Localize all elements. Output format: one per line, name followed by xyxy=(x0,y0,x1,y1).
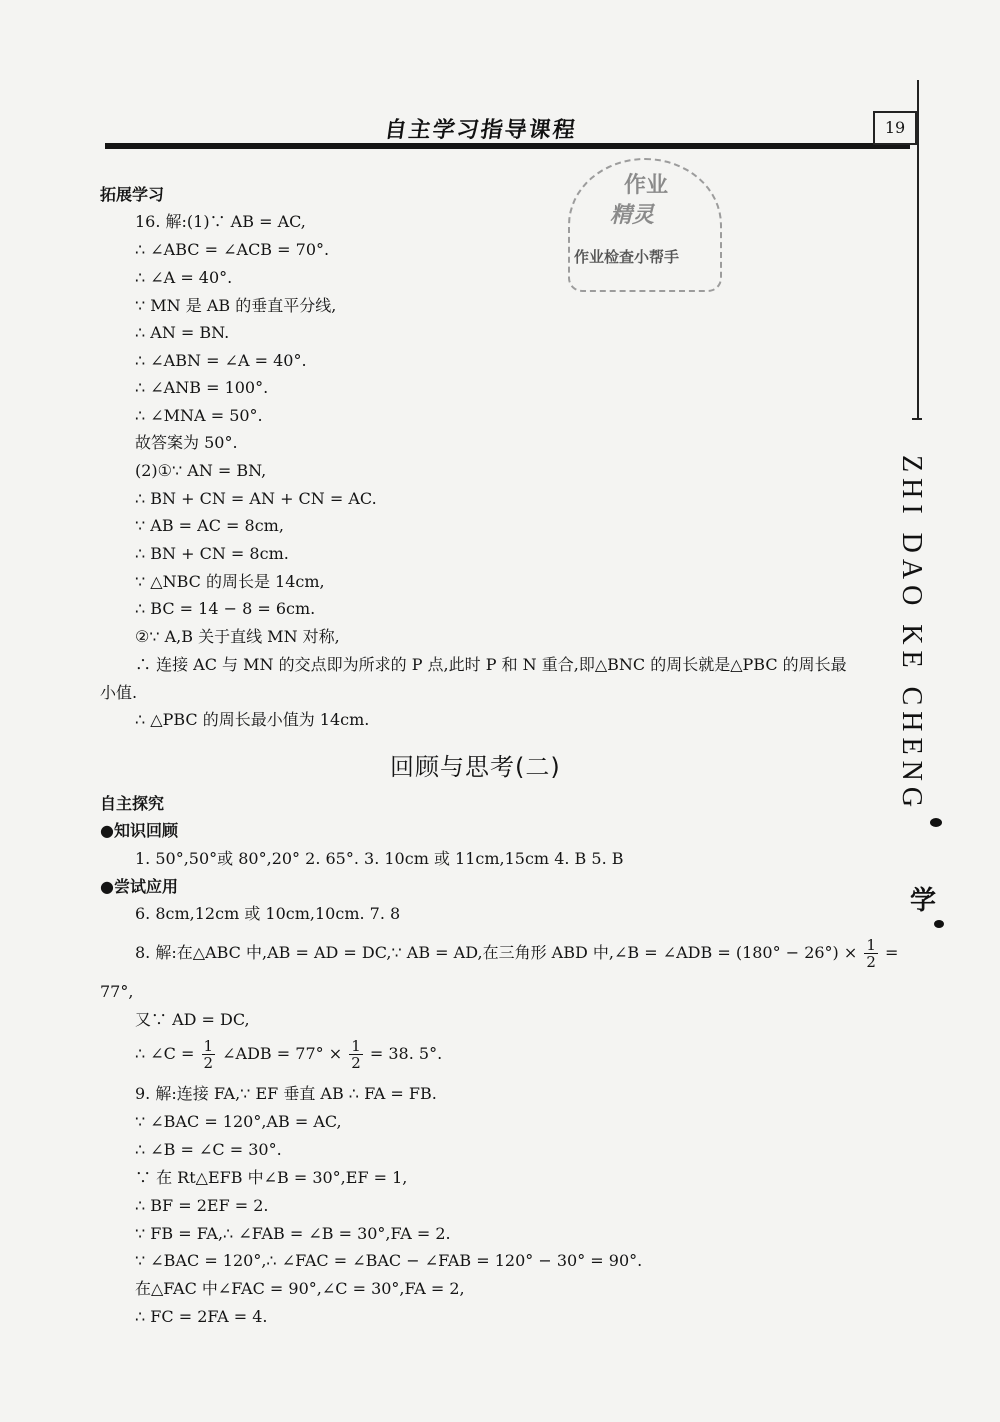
solution-line: ∵ △NBC 的周长是 14cm, xyxy=(135,572,325,591)
stamp-line-3: 作业检查小帮手 xyxy=(574,248,680,266)
fraction xyxy=(202,1038,216,1071)
solution-line: ∵ AB = AC = 8cm, xyxy=(135,516,284,535)
q8-line: 77°, xyxy=(100,982,134,1001)
solution-line: 故答案为 50°. xyxy=(135,433,238,452)
solution-line: ∴ △PBC 的周长最小值为 14cm. xyxy=(135,710,370,729)
answer-line: 6. 8cm,12cm 或 10cm,10cm. 7. 8 xyxy=(135,904,401,923)
fraction-denominator: 2 xyxy=(203,1054,214,1072)
solution-line: ∴ ∠ABC = ∠ACB = 70°. xyxy=(135,240,330,259)
fraction-numerator: 1 xyxy=(866,936,876,954)
side-vertical-text: ZHI DAO KE CHENG xyxy=(896,455,927,814)
subsection-title: ●知识回顾 xyxy=(100,821,178,840)
q9-line: 9. 解:连接 FA,∵ EF 垂直 AB ∴ FA = FB. xyxy=(135,1084,437,1103)
fraction-numerator: 1 xyxy=(203,1037,214,1055)
q8-line xyxy=(135,1038,442,1071)
answer-line: 1. 50°,50°或 80°,20° 2. 65°. 3. 10cm 或 11cm,15cm 4. B 5. B xyxy=(135,849,624,868)
right-rule-tick xyxy=(912,418,922,420)
q8-line: 又∵ AD = DC, xyxy=(135,1010,250,1029)
solution-line: ∵ MN 是 AB 的垂直平分线, xyxy=(135,296,337,315)
stamp-line-1: 作业 xyxy=(624,173,669,198)
watermark-stamp xyxy=(568,158,722,292)
header-title: 自主学习指导课程 xyxy=(382,118,579,143)
q9-line: 在△FAC 中∠FAC = 90°,∠C = 30°,FA = 2, xyxy=(135,1279,465,1298)
solution-line: ∴ ∠ABN = ∠A = 40°. xyxy=(135,351,307,370)
q8-text: 8. 解:在△ABC 中,AB = AD = DC,∵ AB = AD,在三角形 ABD 中,∠B = ∠ADB = (180° − 26°) × xyxy=(135,943,858,962)
q8-text: ∠ADB = 77° × xyxy=(222,1044,343,1063)
q9-line: ∵ ∠BAC = 120°,AB = AC, xyxy=(135,1112,342,1131)
side-dot-icon xyxy=(930,818,942,827)
side-char: 学 xyxy=(910,886,937,916)
solution-line: 16. 解:(1)∵ AB = AC, xyxy=(135,212,306,231)
solution-line: ∴ AN = BN. xyxy=(135,323,230,342)
fraction xyxy=(864,937,878,970)
q8-text: = 38. 5°. xyxy=(369,1044,443,1063)
subsection-title: ●尝试应用 xyxy=(100,877,178,896)
fraction xyxy=(349,1038,363,1071)
solution-line: ∴ 连接 AC 与 MN 的交点即为所求的 P 点,此时 P 和 N 重合,即△BNC 的周长就是△PBC 的周长最 xyxy=(135,655,847,674)
solution-line: (2)①∵ AN = BN, xyxy=(135,461,267,480)
fraction-numerator: 1 xyxy=(351,1037,361,1055)
review-title: 回顾与思考(二) xyxy=(390,753,561,781)
solution-line: 小值. xyxy=(100,683,138,702)
solution-line: ∴ ∠ANB = 100°. xyxy=(135,378,269,397)
q9-line: ∴ ∠B = ∠C = 30°. xyxy=(135,1140,282,1159)
page-number: 19 xyxy=(873,111,917,145)
solution-line: ∴ BN + CN = 8cm. xyxy=(135,544,289,563)
right-rule xyxy=(917,80,919,420)
fraction-denominator: 2 xyxy=(866,953,876,971)
solution-line: ∴ BC = 14 − 8 = 6cm. xyxy=(135,599,316,618)
side-dot-icon xyxy=(934,920,944,928)
q8-text: ∴ ∠C = xyxy=(135,1044,195,1063)
section-title: 拓展学习 xyxy=(100,185,165,204)
solution-line: ∴ BN + CN = AN + CN = AC. xyxy=(135,489,377,508)
header-rule xyxy=(105,143,910,149)
q9-line: ∵ ∠BAC = 120°,∴ ∠FAC = ∠BAC − ∠FAB = 120° − 30° = 90°. xyxy=(135,1251,643,1270)
solution-line: ②∵ A,B 关于直线 MN 对称, xyxy=(135,627,340,646)
stamp-line-2: 精灵 xyxy=(610,203,655,228)
solution-line: ∴ ∠A = 40°. xyxy=(135,268,233,287)
q9-line: ∴ FC = 2FA = 4. xyxy=(135,1307,268,1326)
fraction-denominator: 2 xyxy=(351,1054,361,1072)
q8-equals: = xyxy=(885,943,899,962)
section-title: 自主探究 xyxy=(100,794,165,813)
q8-line xyxy=(135,937,898,970)
q9-line: ∵ FB = FA,∴ ∠FAB = ∠B = 30°,FA = 2. xyxy=(135,1224,451,1243)
q9-line: ∴ BF = 2EF = 2. xyxy=(135,1196,269,1215)
q9-line: ∵ 在 Rt△EFB 中∠B = 30°,EF = 1, xyxy=(135,1168,408,1187)
solution-line: ∴ ∠MNA = 50°. xyxy=(135,406,263,425)
